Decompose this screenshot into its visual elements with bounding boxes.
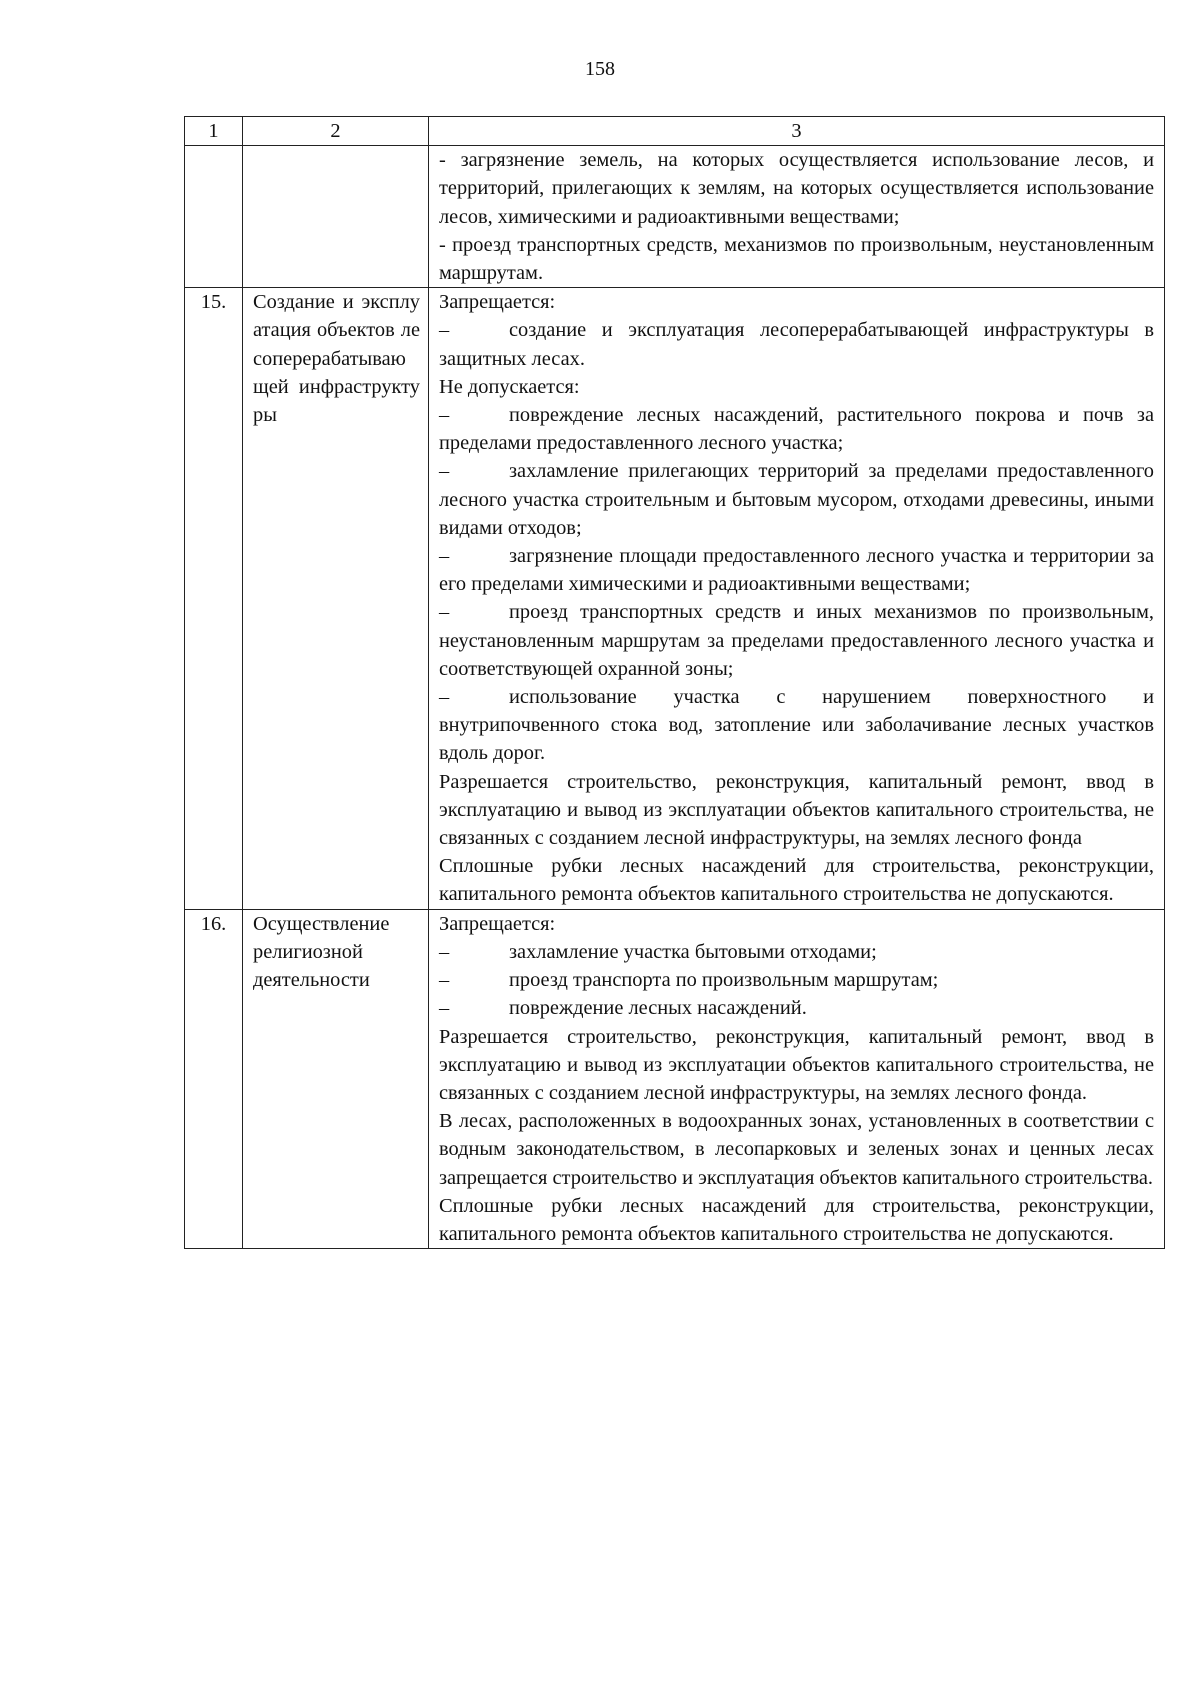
table-header-row bbox=[185, 117, 1165, 146]
dash-item: – захламление прилегающих территорий за пределами предоставленного лесного участка строительным и бытовым мусором, отходами древесины, иными видами отходов; bbox=[439, 460, 1154, 539]
dash-item-text: захламление прилегающих территорий за пределами предоставленного лесного участка строительным и бытовым мусором, отходами древесины, иными видами отходов; bbox=[439, 460, 1154, 539]
page-number: 158 bbox=[585, 58, 615, 80]
row-name-cell bbox=[243, 146, 429, 288]
row-text-cell bbox=[429, 909, 1165, 1248]
dash-item: – захламление участка бытовыми отходами; bbox=[439, 940, 877, 963]
table-row-continuation bbox=[185, 146, 1165, 288]
column-header-2: 2 bbox=[243, 117, 429, 146]
dash-item-text: повреждение лесных насаждений, растительного покрова и почв за пределами предоставленного лесного участка; bbox=[439, 404, 1154, 455]
dash-item: – повреждение лесных насаждений, растительного покрова и почв за пределами предоставленного лесного участка; bbox=[439, 404, 1154, 455]
column-header-1: 1 bbox=[185, 117, 243, 146]
row-text-cell bbox=[429, 146, 1165, 288]
row-text-cell bbox=[429, 288, 1165, 909]
dash-item-text: захламление участка бытовыми отходами; bbox=[509, 940, 877, 963]
dash-item: – проезд транспорта по произвольным маршрутам; bbox=[439, 969, 939, 992]
table-row-16 bbox=[185, 909, 1165, 1248]
dash-item: – загрязнение площади предоставленного лесного участка и территории за его пределами химическими и радиоактивными веществами; bbox=[439, 545, 1154, 596]
dash-item-text: проезд транспортных средств и иных механизмов по произвольным, неустановленным маршрутам за пределами предоставленного лесного участка и соответствующей охранной зоны; bbox=[439, 601, 1154, 680]
row-number-cell bbox=[185, 146, 243, 288]
paragraph: - проезд транспортных средств, механизмов по произвольным, неустановленным маршрутам. bbox=[439, 233, 1154, 285]
paragraph: Сплошные рубки лесных насаждений для строительства, реконструкции, капитального ремонта объектов капитального строительства не допускаются. bbox=[439, 1194, 1154, 1245]
dash-item: – использование участка с нарушением поверхностного и внутрипочвенного стока вод, затопление или заболачивание лесных участков вдоль дорог. bbox=[439, 686, 1154, 765]
row-name: Осуществление религиозной деятельности bbox=[243, 909, 429, 1248]
row-number: 16. bbox=[185, 909, 243, 1248]
dash-item-text: использование участка с нарушением поверхностного и внутрипочвенного стока вод, затопление или заболачивание лесных участков вдоль дорог. bbox=[439, 686, 1154, 765]
column-header-3: 3 bbox=[429, 117, 1165, 146]
dash-item: – повреждение лесных насаждений. bbox=[439, 997, 807, 1020]
paragraph: Разрешается строительство, реконструкция, капитальный ремонт, ввод в эксплуатацию и вывод из эксплуатации объектов капитального строительства, не связанных с созданием лесной инфраструктуры, на землях лесного фонда. bbox=[439, 1025, 1154, 1104]
row-number: 15. bbox=[185, 288, 243, 909]
dash-item: – создание и эксплуатация лесоперерабатывающей инфраструктуры в защитных лесах. bbox=[439, 319, 1154, 370]
paragraph: - загрязнение земель, на которых осуществляется использование лесов, и территорий, прилегающих к землям, на которых осуществляется использование лесов, химическими и радиоактивными веществами; bbox=[439, 149, 1154, 228]
regulations-table bbox=[184, 116, 1165, 1249]
dash-item: – проезд транспортных средств и иных механизмов по произвольным, неустановленным маршрутам за пределами предоставленного лесного участка и соответствующей охранной зоны; bbox=[439, 601, 1154, 680]
paragraph: Сплошные рубки лесных насаждений для строительства, реконструкции, капитального ремонта объектов капитального строительства не допускаются. bbox=[439, 855, 1154, 906]
paragraph: В лесах, расположенных в водоохранных зонах, установленных в соответствии с водным законодательством, в лесопарковых и зеленых зонах и ценных лесах запрещается строительство и эксплуатация объектов капитального строительства. bbox=[439, 1110, 1154, 1189]
dash-item-text: загрязнение площади предоставленного лесного участка и территории за его пределами химическими и радиоактивными веществами; bbox=[439, 545, 1154, 596]
dash-item-text: проезд транспорта по произвольным маршрутам; bbox=[509, 969, 939, 992]
dash-item-text: повреждение лесных насаждений. bbox=[509, 997, 807, 1020]
paragraph: Запрещается: bbox=[439, 912, 556, 935]
paragraph: Не допускается: bbox=[439, 375, 580, 398]
paragraph: Разрешается строительство, реконструкция, капитальный ремонт, ввод в эксплуатацию и вывод из эксплуатации объектов капитального строительства, не связанных с созданием лесной инфраструктуры, на землях лесного фонда bbox=[439, 770, 1154, 850]
paragraph: Запрещается: bbox=[439, 291, 556, 314]
table-row-15 bbox=[185, 288, 1165, 909]
row-name: Создание и эксплуатация объектов лесоперерабатывающей инфраструктуры bbox=[243, 288, 429, 909]
dash-item-text: создание и эксплуатация лесоперерабатывающей инфраструктуры в защитных лесах. bbox=[439, 319, 1154, 370]
